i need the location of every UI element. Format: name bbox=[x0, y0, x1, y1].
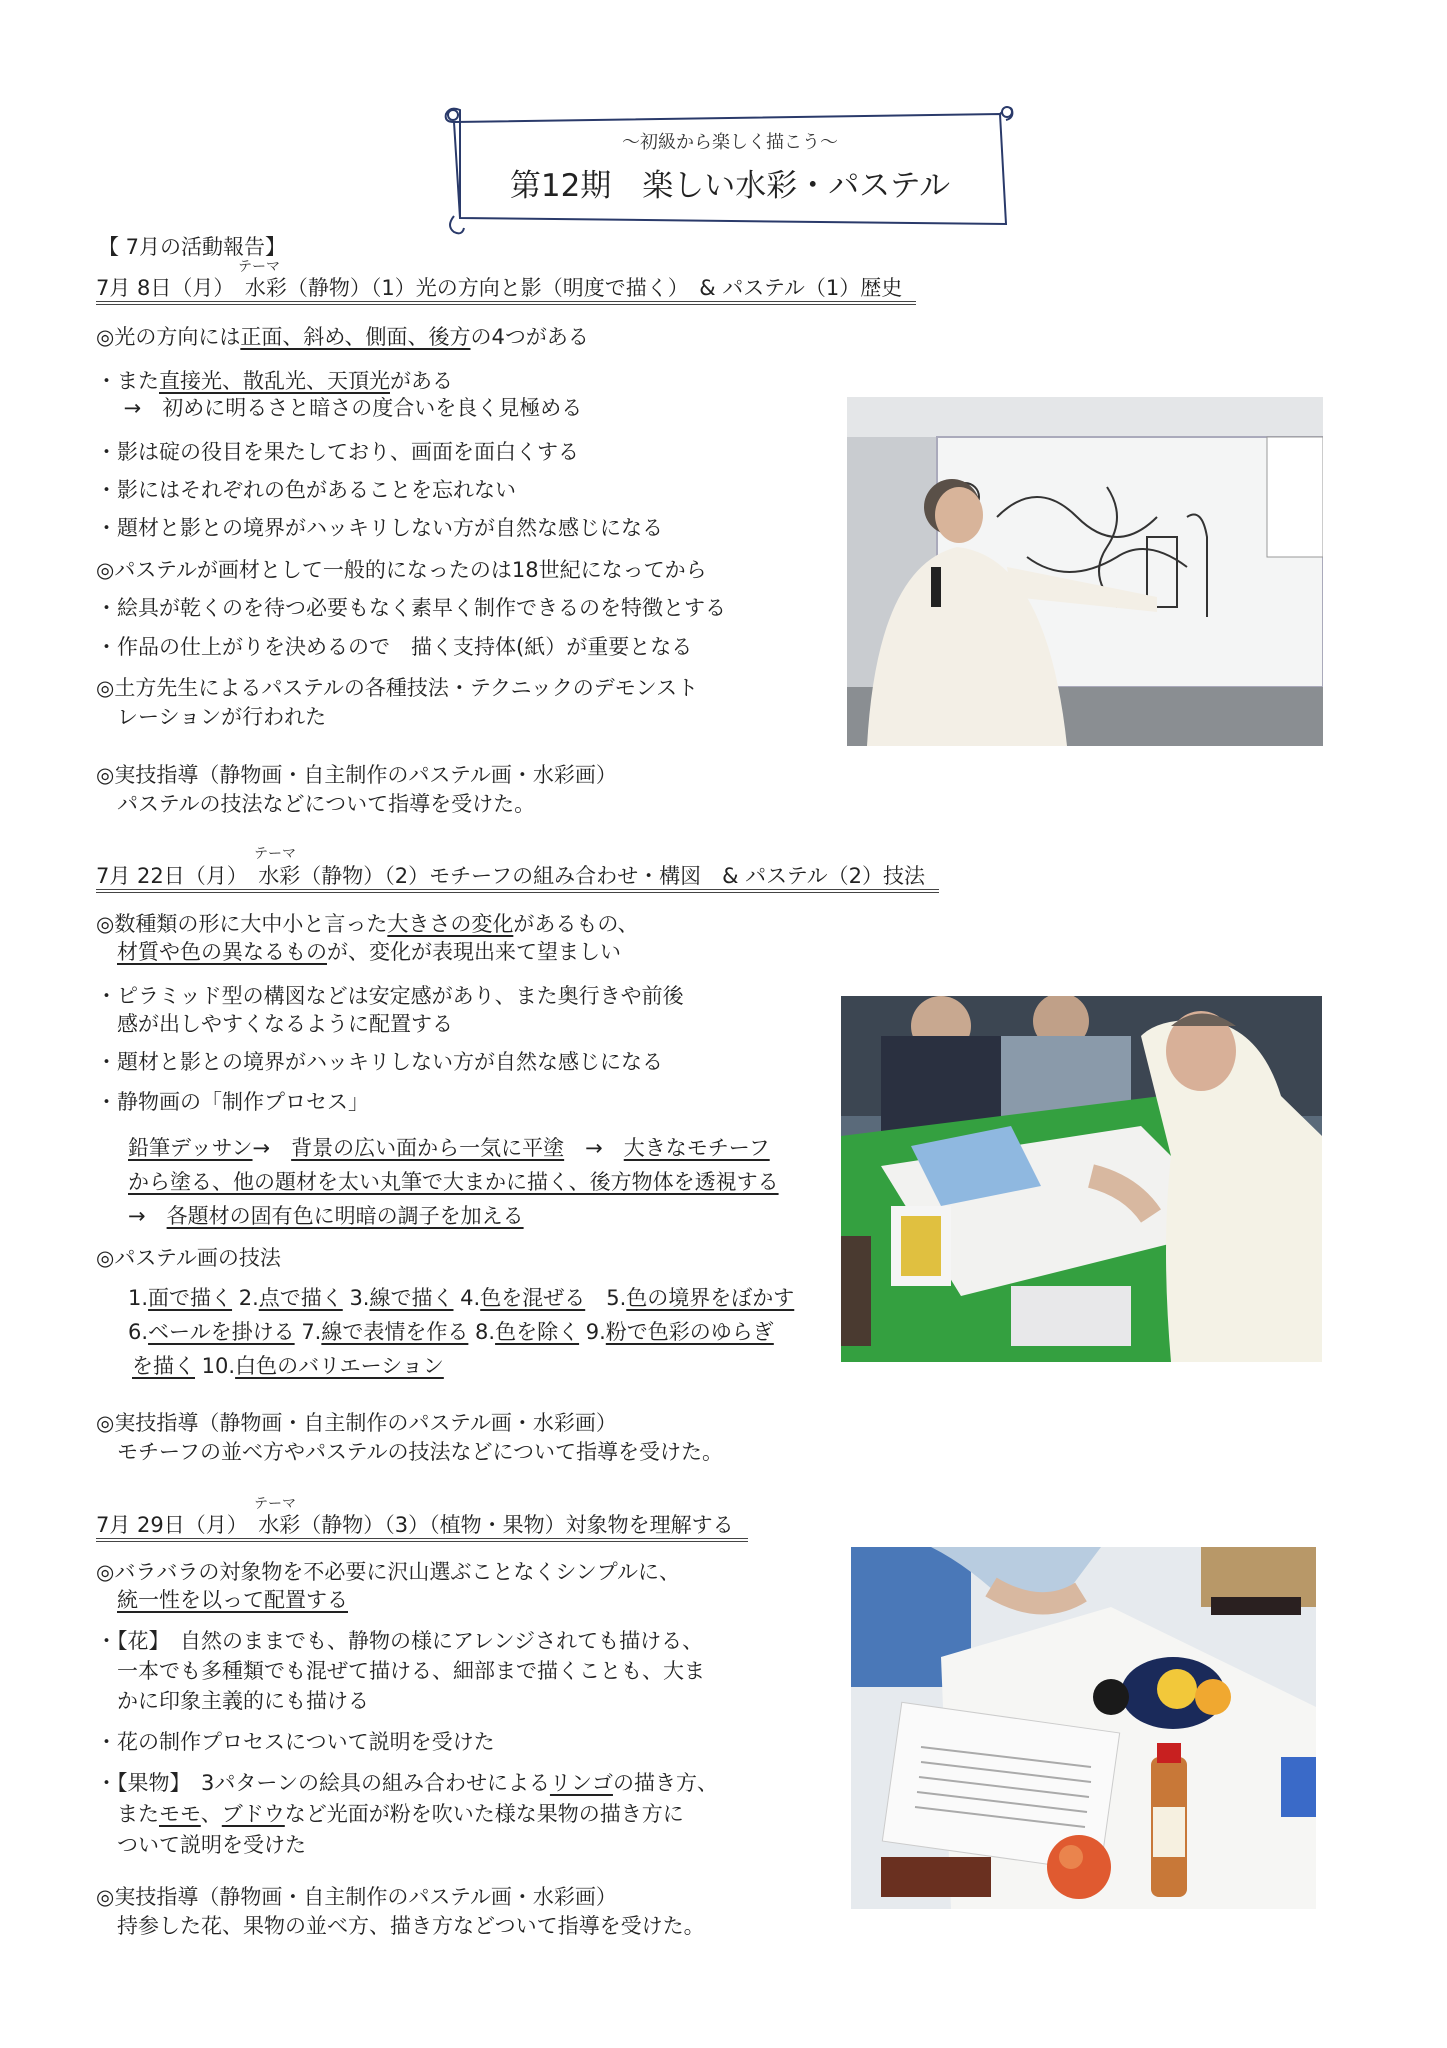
note-line bbox=[96, 322, 589, 352]
text-segment bbox=[96, 1588, 117, 1612]
underlined-keyword: を描く bbox=[132, 1354, 195, 1378]
text-segment: → bbox=[564, 1136, 624, 1160]
note-line bbox=[96, 1047, 663, 1077]
text-segment: ◎実技指導（静物画・自主制作のパステル画・水彩画） bbox=[96, 1885, 617, 1909]
underlined-keyword: 各題材の固有色に明暗の調子を加える bbox=[166, 1204, 524, 1228]
note-line bbox=[96, 513, 663, 543]
text-segment bbox=[96, 940, 117, 964]
text-segment: 6. bbox=[128, 1320, 149, 1344]
text-segment: ・また bbox=[96, 369, 159, 393]
text-segment: ・静物画の「制作プロセス」 bbox=[96, 1090, 369, 1114]
text-segment: ・題材と影との境界がハッキリしない方が自然な感じになる bbox=[96, 1050, 663, 1074]
underlined-keyword: 材質や色の異なるもの bbox=[117, 940, 327, 964]
text-segment: があるもの、 bbox=[513, 912, 639, 936]
text-segment: ◎パステルが画材として一般的になったのは18世紀になってから bbox=[96, 558, 707, 582]
process-line bbox=[128, 1199, 524, 1233]
text-segment: ◎バラバラの対象物を不必要に沢山選ぶことなくシンプルに、 bbox=[96, 1560, 680, 1584]
note-line bbox=[96, 909, 639, 939]
underlined-keyword: モモ bbox=[159, 1802, 201, 1826]
underlined-keyword: 白色のバリエーション bbox=[235, 1354, 444, 1378]
note-line bbox=[96, 673, 698, 703]
underlined-keyword: 大きさの変化 bbox=[387, 912, 514, 936]
photo-pastel-demonstration bbox=[841, 996, 1322, 1362]
photo-lecture-whiteboard bbox=[847, 397, 1323, 746]
process-line bbox=[128, 1131, 770, 1165]
note-line bbox=[96, 702, 326, 732]
text-segment: ・【果物】 3パターンの絵具の組み合わせによる bbox=[96, 1771, 550, 1795]
note-line bbox=[96, 1911, 705, 1941]
text-segment: → bbox=[252, 1136, 292, 1160]
text-segment: 1. bbox=[128, 1286, 149, 1310]
underlined-keyword: 大きなモチーフ bbox=[623, 1136, 770, 1160]
note-line bbox=[96, 555, 707, 585]
session-heading: 7月 8日（月） 水彩（静物）（1）光の方向と影（明度で描く） & パステル（1）歴史 bbox=[96, 273, 916, 305]
session-heading: 7月 22日（月） 水彩（静物）（2）モチーフの組み合わせ・構図 & パステル（2）技法 bbox=[96, 861, 939, 893]
technique-line bbox=[132, 1349, 444, 1383]
note-line bbox=[96, 1727, 495, 1757]
underlined-keyword: 線で表情を作る bbox=[321, 1320, 469, 1344]
note-line bbox=[96, 1087, 369, 1117]
furigana-theme: テーマ bbox=[254, 1496, 296, 1512]
text-segment: → bbox=[128, 1204, 167, 1228]
note-line bbox=[96, 1686, 369, 1716]
text-segment: 、 bbox=[200, 1802, 222, 1826]
text-segment: ・花の制作プロセスについて説明を受けた bbox=[96, 1730, 495, 1754]
text-segment: など光面が粉を吹いた様な果物の描き方に bbox=[284, 1802, 684, 1826]
text-segment: ・作品の仕上がりを決めるので 描く支持体(紙）が重要となる bbox=[96, 635, 693, 659]
process-line bbox=[128, 1165, 779, 1199]
underlined-keyword: から塗る、他の題材を太い丸筆で大まかに描く、後方物体を透視する bbox=[128, 1170, 779, 1194]
furigana-theme: テーマ bbox=[254, 846, 296, 862]
note-line bbox=[96, 1557, 680, 1587]
note-line bbox=[96, 393, 582, 423]
text-segment: がある bbox=[390, 369, 453, 393]
text-segment: 一本でも多種類でも混ぜて描ける、細部まで描くことも、大ま bbox=[96, 1659, 705, 1683]
underlined-keyword: 直接光、散乱光、天頂光 bbox=[159, 369, 390, 393]
text-segment: → 初めに明るさと暗さの度合いを良く見極める bbox=[96, 396, 583, 420]
text-segment: の描き方、 bbox=[612, 1771, 718, 1795]
text-segment: また bbox=[96, 1802, 159, 1826]
text-segment: ・影は碇の役目を果たしており、画面を面白くする bbox=[96, 440, 579, 464]
text-segment: ・影にはそれぞれの色があることを忘れない bbox=[96, 478, 516, 502]
text-segment: かに印象主義的にも描ける bbox=[96, 1689, 369, 1713]
section-label: 【 7月の活動報告】 bbox=[98, 235, 287, 259]
text-segment: が、変化が表現出来て望ましい bbox=[327, 940, 621, 964]
text-segment: ・絵具が乾くのを待つ必要もなく素早く制作できるのを特徴とする bbox=[96, 596, 726, 620]
text-segment: 感が出しやすくなるように配置する bbox=[96, 1012, 453, 1036]
text-segment: 10. bbox=[195, 1354, 236, 1378]
text-segment: ◎数種類の形に大中小と言った bbox=[96, 912, 388, 936]
note-line bbox=[96, 1830, 306, 1860]
text-segment: 9. bbox=[579, 1320, 606, 1344]
underlined-keyword: リンゴ bbox=[549, 1771, 613, 1795]
underlined-keyword: 色を混ぜる bbox=[480, 1286, 586, 1310]
text-segment: モチーフの並べ方やパステルの技法などについて指導を受けた。 bbox=[96, 1440, 724, 1464]
note-line bbox=[96, 937, 621, 967]
note-line bbox=[96, 1585, 348, 1615]
title-banner bbox=[440, 100, 1020, 240]
text-segment: 持参した花、果物の並べ方、描き方などついて指導を受けた。 bbox=[96, 1914, 705, 1938]
note-line bbox=[96, 1626, 703, 1656]
text-segment: 4. bbox=[453, 1286, 481, 1310]
note-line bbox=[96, 632, 692, 662]
note-line bbox=[96, 475, 516, 505]
text-segment: レーションが行われた bbox=[96, 705, 327, 729]
session-heading: 7月 29日（月） 水彩（静物）（3）（植物・果物）対象物を理解する bbox=[96, 1510, 748, 1542]
underlined-keyword: ブドウ bbox=[221, 1802, 285, 1826]
underlined-keyword: 鉛筆デッサン bbox=[128, 1136, 253, 1160]
note-line bbox=[96, 1243, 281, 1273]
technique-line bbox=[128, 1281, 794, 1315]
underlined-keyword: 線で描く bbox=[369, 1286, 454, 1310]
underlined-keyword: 正面、斜め、側面、後方 bbox=[240, 325, 471, 349]
note-line bbox=[96, 1009, 453, 1039]
text-segment: ・題材と影との境界がハッキリしない方が自然な感じになる bbox=[96, 516, 663, 540]
note-line bbox=[96, 1768, 718, 1798]
underlined-keyword: 色を除く bbox=[495, 1320, 580, 1344]
text-segment: 2. bbox=[232, 1286, 259, 1310]
text-segment: ◎光の方向には bbox=[96, 325, 241, 349]
underlined-keyword: 背景の広い面から一気に平塗 bbox=[291, 1136, 565, 1160]
note-line bbox=[96, 760, 617, 790]
text-segment: ・【花】 自然のままでも、静物の様にアレンジされても描ける、 bbox=[96, 1629, 704, 1653]
text-segment: 8. bbox=[468, 1320, 496, 1344]
note-line bbox=[96, 593, 726, 623]
banner-subtitle: 〜初級から楽しく描こう〜 bbox=[622, 132, 838, 153]
text-segment: 7. bbox=[294, 1320, 322, 1344]
underlined-keyword: 面で描く bbox=[148, 1286, 233, 1310]
furigana-theme: テーマ bbox=[238, 259, 280, 275]
note-line bbox=[96, 1656, 705, 1686]
text-segment: ◎パステル画の技法 bbox=[96, 1246, 281, 1270]
text-segment: ついて説明を受けた bbox=[96, 1833, 306, 1857]
text-segment: 5. bbox=[585, 1286, 627, 1310]
text-segment: ◎土方先生によるパステルの各種技法・テクニックのデモンスト bbox=[96, 676, 699, 700]
text-segment: ・ピラミッド型の構図などは安定感があり、また奥行きや前後 bbox=[96, 984, 684, 1008]
text-segment: パステルの技法などについて指導を受けた。 bbox=[96, 792, 536, 816]
text-segment: 3. bbox=[342, 1286, 370, 1310]
underlined-keyword: 点で描く bbox=[258, 1286, 343, 1310]
note-line bbox=[96, 789, 535, 819]
text-segment: ◎実技指導（静物画・自主制作のパステル画・水彩画） bbox=[96, 1411, 617, 1435]
photo-fruit-still-life bbox=[851, 1547, 1316, 1909]
note-line bbox=[96, 366, 453, 396]
underlined-keyword: 色の境界をぼかす bbox=[626, 1286, 795, 1310]
text-segment: の4つがある bbox=[470, 325, 589, 349]
note-line bbox=[96, 1408, 617, 1438]
note-line bbox=[96, 1437, 723, 1467]
note-line bbox=[96, 1799, 684, 1829]
text-segment: ◎実技指導（静物画・自主制作のパステル画・水彩画） bbox=[96, 763, 617, 787]
underlined-keyword: 粉で色彩のゆらぎ bbox=[605, 1320, 774, 1344]
note-line bbox=[96, 981, 684, 1011]
note-line bbox=[96, 437, 579, 467]
banner-title: 第12期 楽しい水彩・パステル bbox=[509, 168, 951, 204]
note-line bbox=[96, 1882, 617, 1912]
underlined-keyword: 統一性を以って配置する bbox=[117, 1588, 348, 1612]
underlined-keyword: ベールを掛ける bbox=[148, 1320, 295, 1344]
technique-line bbox=[128, 1315, 774, 1349]
